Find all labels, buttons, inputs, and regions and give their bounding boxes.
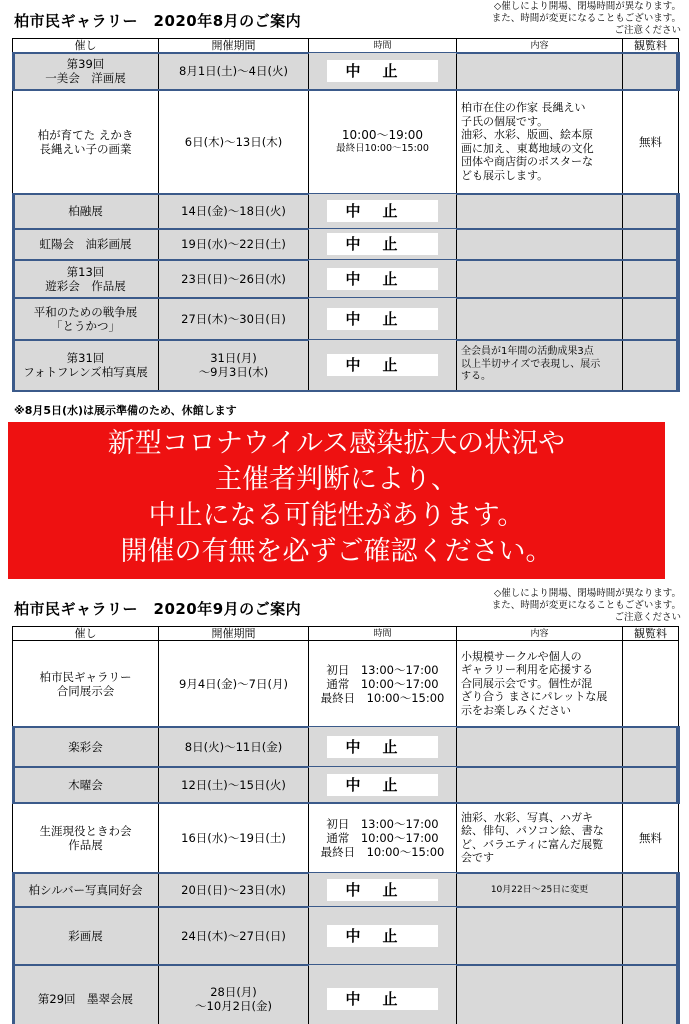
- event-period: 23日(日)～26日(水): [159, 260, 309, 298]
- header-period: 開催期間: [159, 627, 309, 641]
- september-table: [12, 626, 679, 1024]
- event-time: [309, 53, 457, 90]
- header-period: 開催期間: [159, 39, 309, 53]
- header-event: 催し: [13, 39, 159, 53]
- event-fee: 無料: [623, 803, 679, 873]
- header-event: 催し: [13, 627, 159, 641]
- banner-line: 主催者判断により、: [215, 464, 458, 495]
- event-period: 8月1日(土)～4日(火): [159, 53, 309, 90]
- cancelled-label: 中止: [327, 308, 437, 330]
- september-note: ◇催しにより開場、閉場時間が異なります。 また、時間が変更になることもございます。 ご注意ください: [491, 588, 681, 623]
- header-fee: 観覧料: [623, 39, 679, 53]
- event-fee: [623, 907, 679, 965]
- cancelled-label: 中止: [327, 233, 437, 255]
- event-name: 平和のための戦争展 「とうかつ」: [13, 298, 159, 340]
- september-title: 柏市民ギャラリー 2020年9月のご案内: [14, 600, 302, 618]
- header-time: 時間: [309, 39, 457, 53]
- event-content: [457, 767, 623, 803]
- cancelled-label: 中止: [327, 354, 437, 376]
- table-row: [13, 803, 679, 873]
- august-title: 柏市民ギャラリー 2020年8月のご案内: [14, 12, 302, 30]
- event-name: 生涯現役ときわ会 作品展: [13, 803, 159, 873]
- event-period: 31日(月) ～9月3日(木): [159, 340, 309, 391]
- september-header: [0, 588, 689, 626]
- event-content: 全会員が1年間の活動成果3点 以上半切サイズで表現し、展示 する。: [457, 340, 623, 391]
- event-fee: [623, 727, 679, 767]
- event-content: [457, 260, 623, 298]
- event-name: 柏市民ギャラリー 合同展示会: [13, 641, 159, 727]
- event-time: 初日 13:00～17:00 通常 10:00～17:00 最終日 10:00～15:00: [309, 803, 457, 873]
- table-row: [13, 298, 679, 340]
- august-note: ◇催しにより開場、閉場時間が異なります。 また、時間が変更になることもございます。 ご注意ください: [491, 1, 681, 36]
- september-table-header: [13, 627, 679, 641]
- event-fee: [623, 53, 679, 90]
- table-row: [13, 90, 679, 194]
- event-time: [309, 767, 457, 803]
- event-name: 柏シルバー写真同好会: [13, 873, 159, 907]
- event-name: 木曜会: [13, 767, 159, 803]
- cancelled-label: 中止: [327, 988, 437, 1010]
- event-content: [457, 298, 623, 340]
- cancelled-label: 中止: [327, 736, 437, 758]
- event-time: [309, 298, 457, 340]
- event-fee: [623, 767, 679, 803]
- event-period: 28日(月) ～10月2日(金): [159, 965, 309, 1024]
- cancelled-label: 中止: [327, 879, 437, 901]
- event-content: 小規模サークルや個人の ギャラリー利用を応援する 合同展示会です。個性が混 ざり合う まさにパレットな展 示をお楽しみください: [457, 641, 623, 727]
- event-period: 12日(土)～15日(火): [159, 767, 309, 803]
- closed-note: ※8月5日(水)は展示準備のため、休館します: [14, 404, 237, 417]
- banner-line: 開催の有無を必ずご確認ください。: [120, 536, 553, 567]
- event-period: 9月4日(金)～7日(月): [159, 641, 309, 727]
- event-period: 27日(木)～30日(日): [159, 298, 309, 340]
- event-content: [457, 53, 623, 90]
- event-content: [457, 727, 623, 767]
- event-name: 楽彩会: [13, 727, 159, 767]
- event-content: [457, 965, 623, 1024]
- event-fee: [623, 641, 679, 727]
- event-name: 第31回 フォトフレンズ柏写真展: [13, 340, 159, 391]
- header-fee: 観覧料: [623, 627, 679, 641]
- event-time: [309, 260, 457, 298]
- table-row: [13, 194, 679, 229]
- event-fee: [623, 298, 679, 340]
- event-period: 8日(火)～11日(金): [159, 727, 309, 767]
- event-fee: 無料: [623, 90, 679, 194]
- table-row: [13, 340, 679, 391]
- table-row: [13, 260, 679, 298]
- table-row: [13, 641, 679, 727]
- event-name: 第29回 墨翠会展: [13, 965, 159, 1024]
- event-time: [309, 727, 457, 767]
- warning-banner: [8, 422, 665, 579]
- banner-line: 新型コロナウイルス感染拡大の状況や: [107, 428, 566, 459]
- table-row: [13, 727, 679, 767]
- event-time: [309, 194, 457, 229]
- event-time: [309, 907, 457, 965]
- table-row: [13, 907, 679, 965]
- event-fee: [623, 965, 679, 1024]
- event-time: 10:00～19:00 最終日10:00～15:00: [309, 90, 457, 194]
- cancelled-label: 中止: [327, 774, 437, 796]
- event-name: 虹陽会 油彩画展: [13, 229, 159, 260]
- event-fee: [623, 873, 679, 907]
- table-row: [13, 873, 679, 907]
- event-content: 油彩、水彩、写真、ハガキ 絵、俳句、パソコン絵、書な ど、バラエティに富んだ展覧 会です: [457, 803, 623, 873]
- cancelled-label: 中止: [327, 60, 437, 82]
- header-content: 内容: [457, 627, 623, 641]
- event-period: 19日(水)～22日(土): [159, 229, 309, 260]
- event-fee: [623, 229, 679, 260]
- event-period: 6日(木)～13日(木): [159, 90, 309, 194]
- event-fee: [623, 260, 679, 298]
- event-name: 彩画展: [13, 907, 159, 965]
- event-content: [457, 907, 623, 965]
- event-name: 柏が育てた えかき 長縄えい子の画業: [13, 90, 159, 194]
- table-row: [13, 767, 679, 803]
- event-name: 第39回 一美会 洋画展: [13, 53, 159, 90]
- event-content: [457, 229, 623, 260]
- event-content: 10月22日～25日に変更: [457, 873, 623, 907]
- event-time: [309, 340, 457, 391]
- event-fee: [623, 340, 679, 391]
- event-period: 20日(日)～23日(水): [159, 873, 309, 907]
- august-header: [0, 0, 689, 38]
- event-period: 16日(水)～19日(土): [159, 803, 309, 873]
- header-content: 内容: [457, 39, 623, 53]
- event-fee: [623, 194, 679, 229]
- event-time: [309, 965, 457, 1024]
- event-time: [309, 229, 457, 260]
- cancelled-label: 中止: [327, 200, 437, 222]
- cancelled-label: 中止: [327, 925, 437, 947]
- cancelled-label: 中止: [327, 268, 437, 290]
- event-time: [309, 873, 457, 907]
- banner-line: 中止になる可能性があります。: [148, 500, 525, 531]
- event-period: 24日(木)～27日(日): [159, 907, 309, 965]
- event-name: 第13回 遊彩会 作品展: [13, 260, 159, 298]
- table-row: [13, 53, 679, 90]
- header-time: 時間: [309, 627, 457, 641]
- event-name: 柏融展: [13, 194, 159, 229]
- event-content: [457, 194, 623, 229]
- table-row: [13, 229, 679, 260]
- event-time: 初日 13:00～17:00 通常 10:00～17:00 最終日 10:00～15:00: [309, 641, 457, 727]
- event-period: 14日(金)～18日(火): [159, 194, 309, 229]
- event-content: 柏市在住の作家 長縄えい 子氏の個展です。 油彩、水彩、版画、絵本原 画に加え、東葛地域の文化 団体や商店街のポスターな ども展示します。: [457, 90, 623, 194]
- august-table-header: [13, 39, 679, 53]
- august-table: [12, 38, 679, 391]
- table-row: [13, 965, 679, 1024]
